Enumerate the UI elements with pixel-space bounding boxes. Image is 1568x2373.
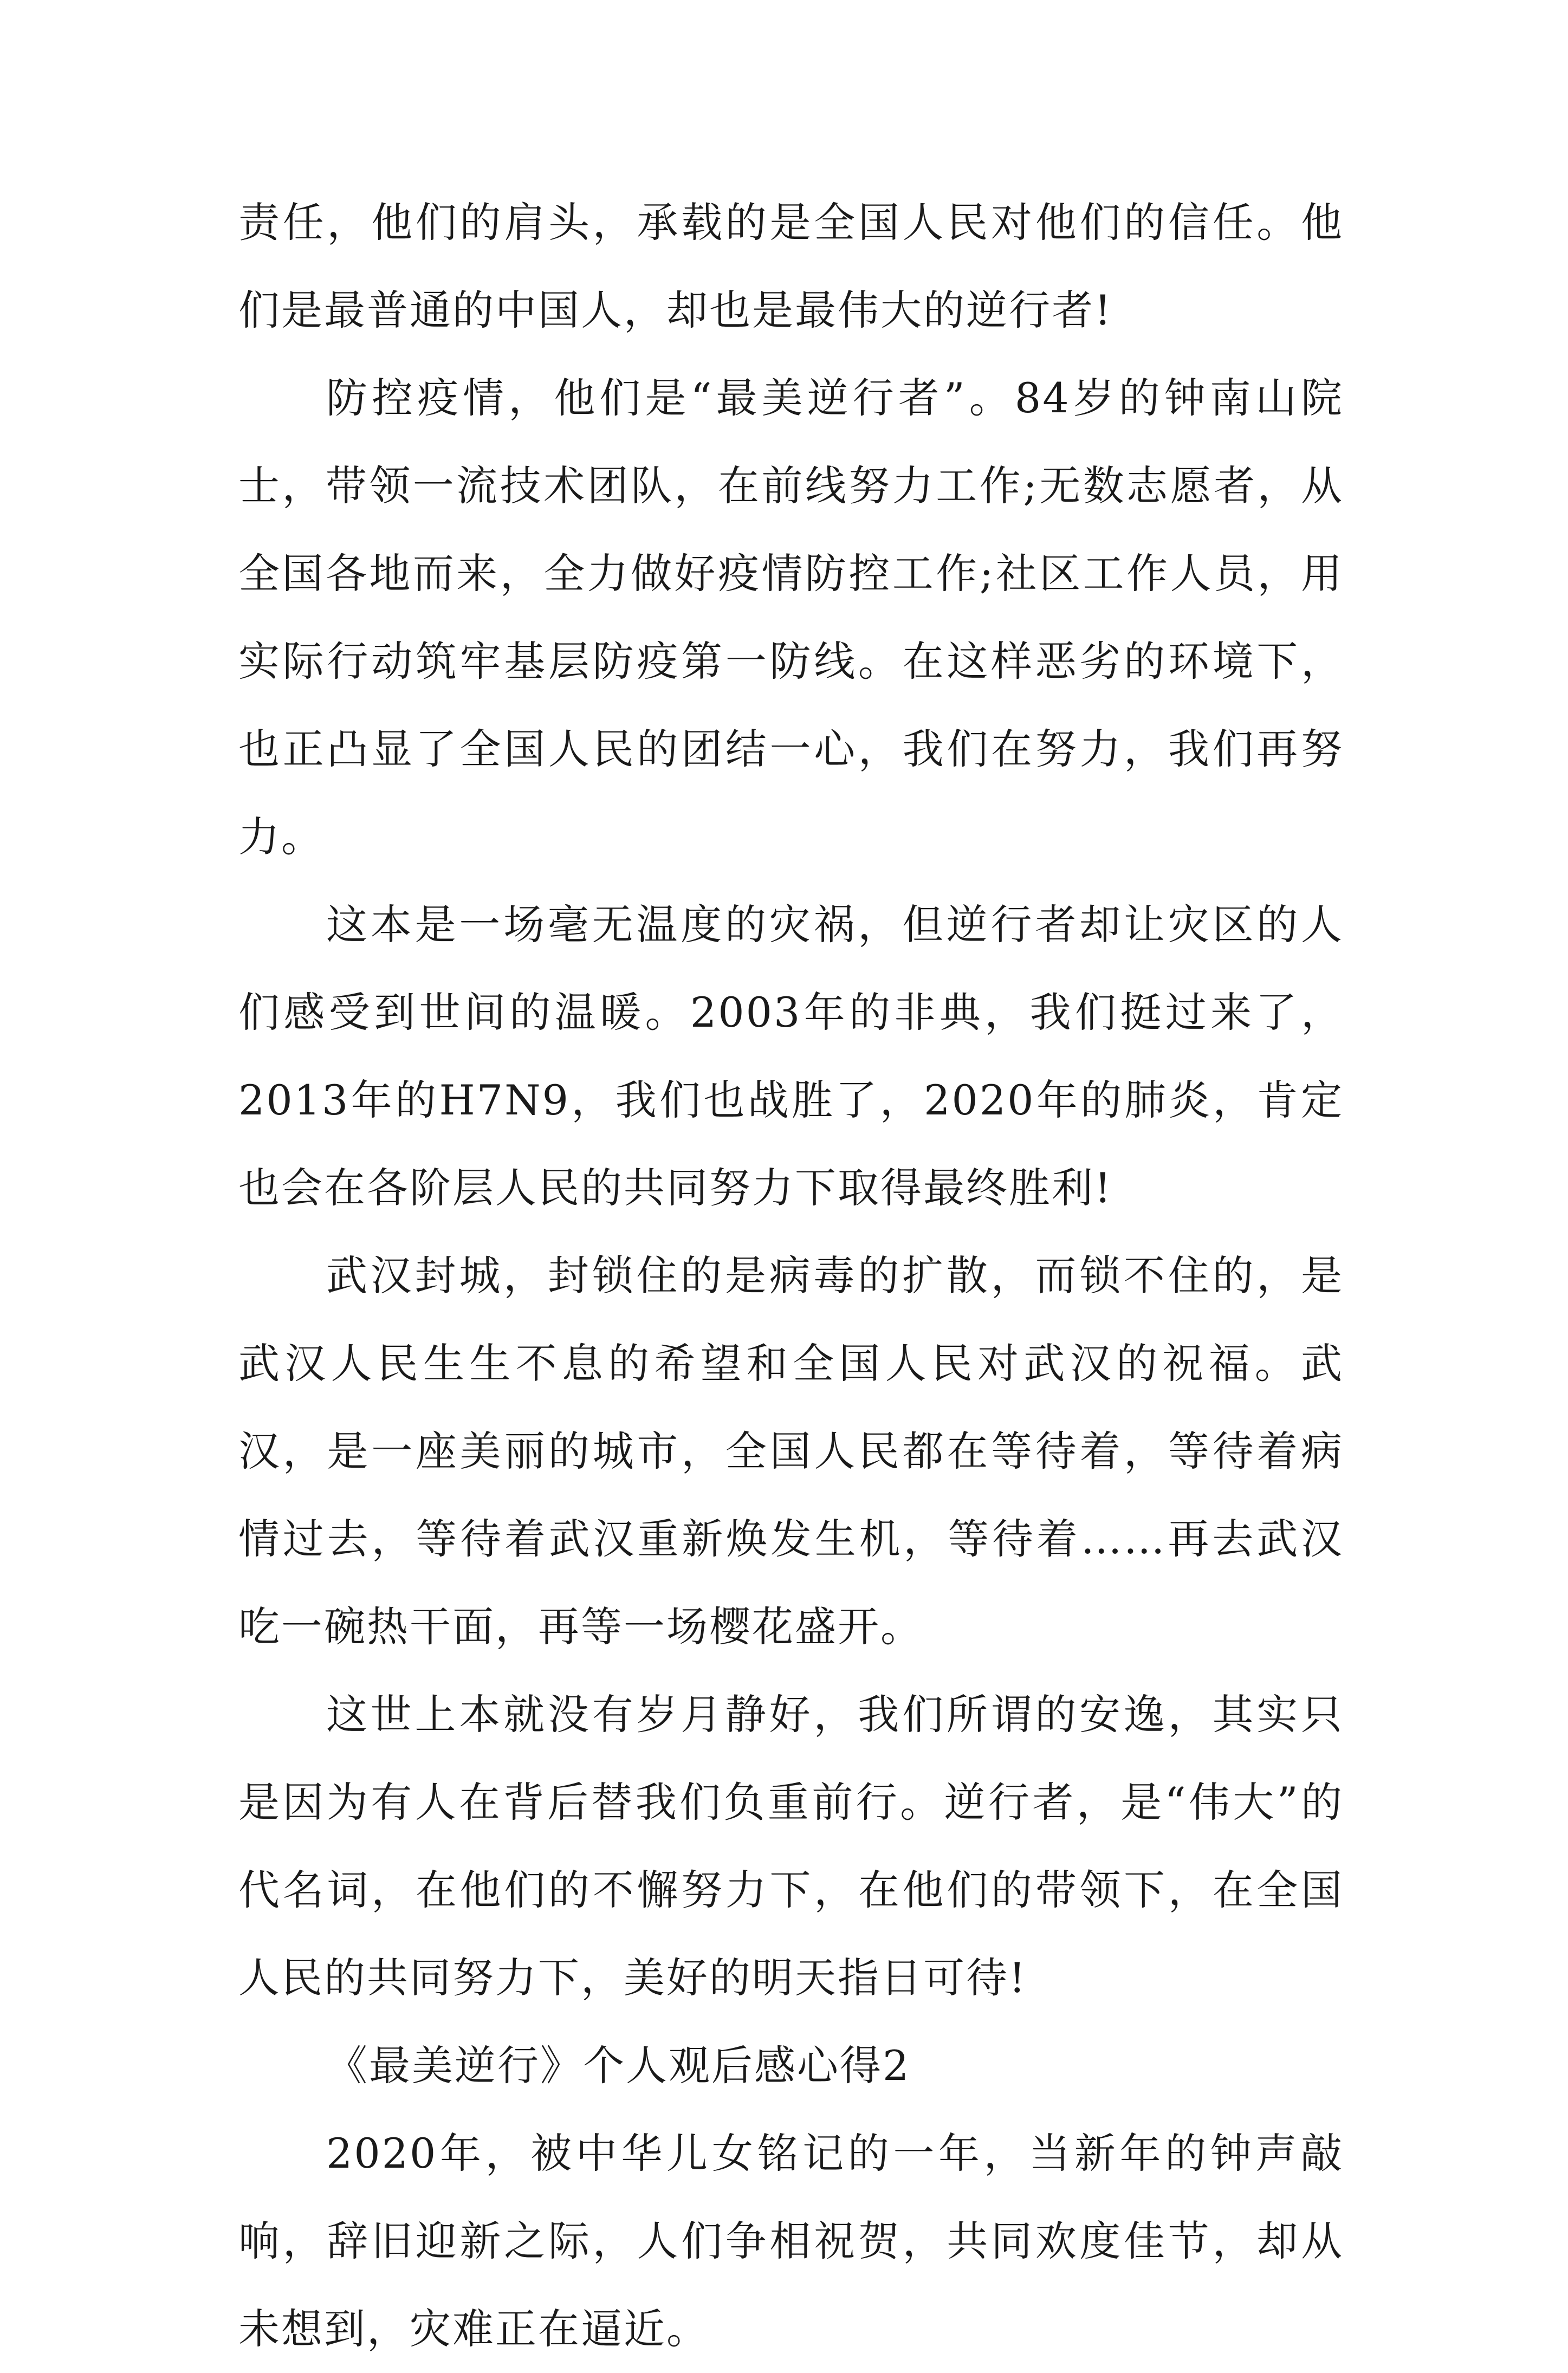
- paragraph-2020: 2020年，被中华儿女铭记的一年，当新年的钟声敲响，辞旧迎新之际，人们争相祝贺，共同欢度佳节，却从未想到，灾难正在逼近。: [238, 2129, 1344, 2353]
- paragraph-continued: 责任，他们的肩头，承载的是全国人民对他们的信任。他们是最普通的中国人，却也是最伟大的逆行者!: [238, 198, 1344, 334]
- paragraph-wuhan: 武汉封城，封锁住的是病毒的扩散，而锁不住的，是武汉人民生生不息的希望和全国人民对武汉的祝福。武汉，是一座美丽的城市，全国人民都在等待着，等待着病情过去，等待着武汉重新焕发生机，等待着……再去武汉吃一碗热干面，再等一场樱花盛开。: [238, 1252, 1344, 1651]
- paragraph-warmth: 这本是一场毫无温度的灾祸，但逆行者却让灾区的人们感受到世间的温暖。2003年的非典，我们挺过来了，2013年的H7N9，我们也战胜了，2020年的肺炎，肯定也会在各阶层人民的共同努力下取得最终胜利!: [238, 900, 1344, 1212]
- paragraph-heroes: 这世上本就没有岁月静好，我们所谓的安逸，其实只是因为有人在背后替我们负重前行。逆行者，是“伟大”的代名词，在他们的不懈努力下，在他们的带领下，在全国人民的共同努力下，美好的明天指日可待!: [238, 1690, 1344, 2002]
- section-heading: 《最美逆行》个人观后感心得2: [326, 2041, 911, 2090]
- document-body: [238, 179, 1344, 2373]
- paragraph-epidemic-control: 防控疫情，他们是“最美逆行者”。84岁的钟南山院士，带领一流技术团队，在前线努力工作;无数志愿者，从全国各地而来，全力做好疫情防控工作;社区工作人员，用实际行动筑牢基层防疫第一防线。在这样恶劣的环境下，也正凸显了全国人民的团结一心，我们在努力，我们再努力。: [238, 374, 1344, 861]
